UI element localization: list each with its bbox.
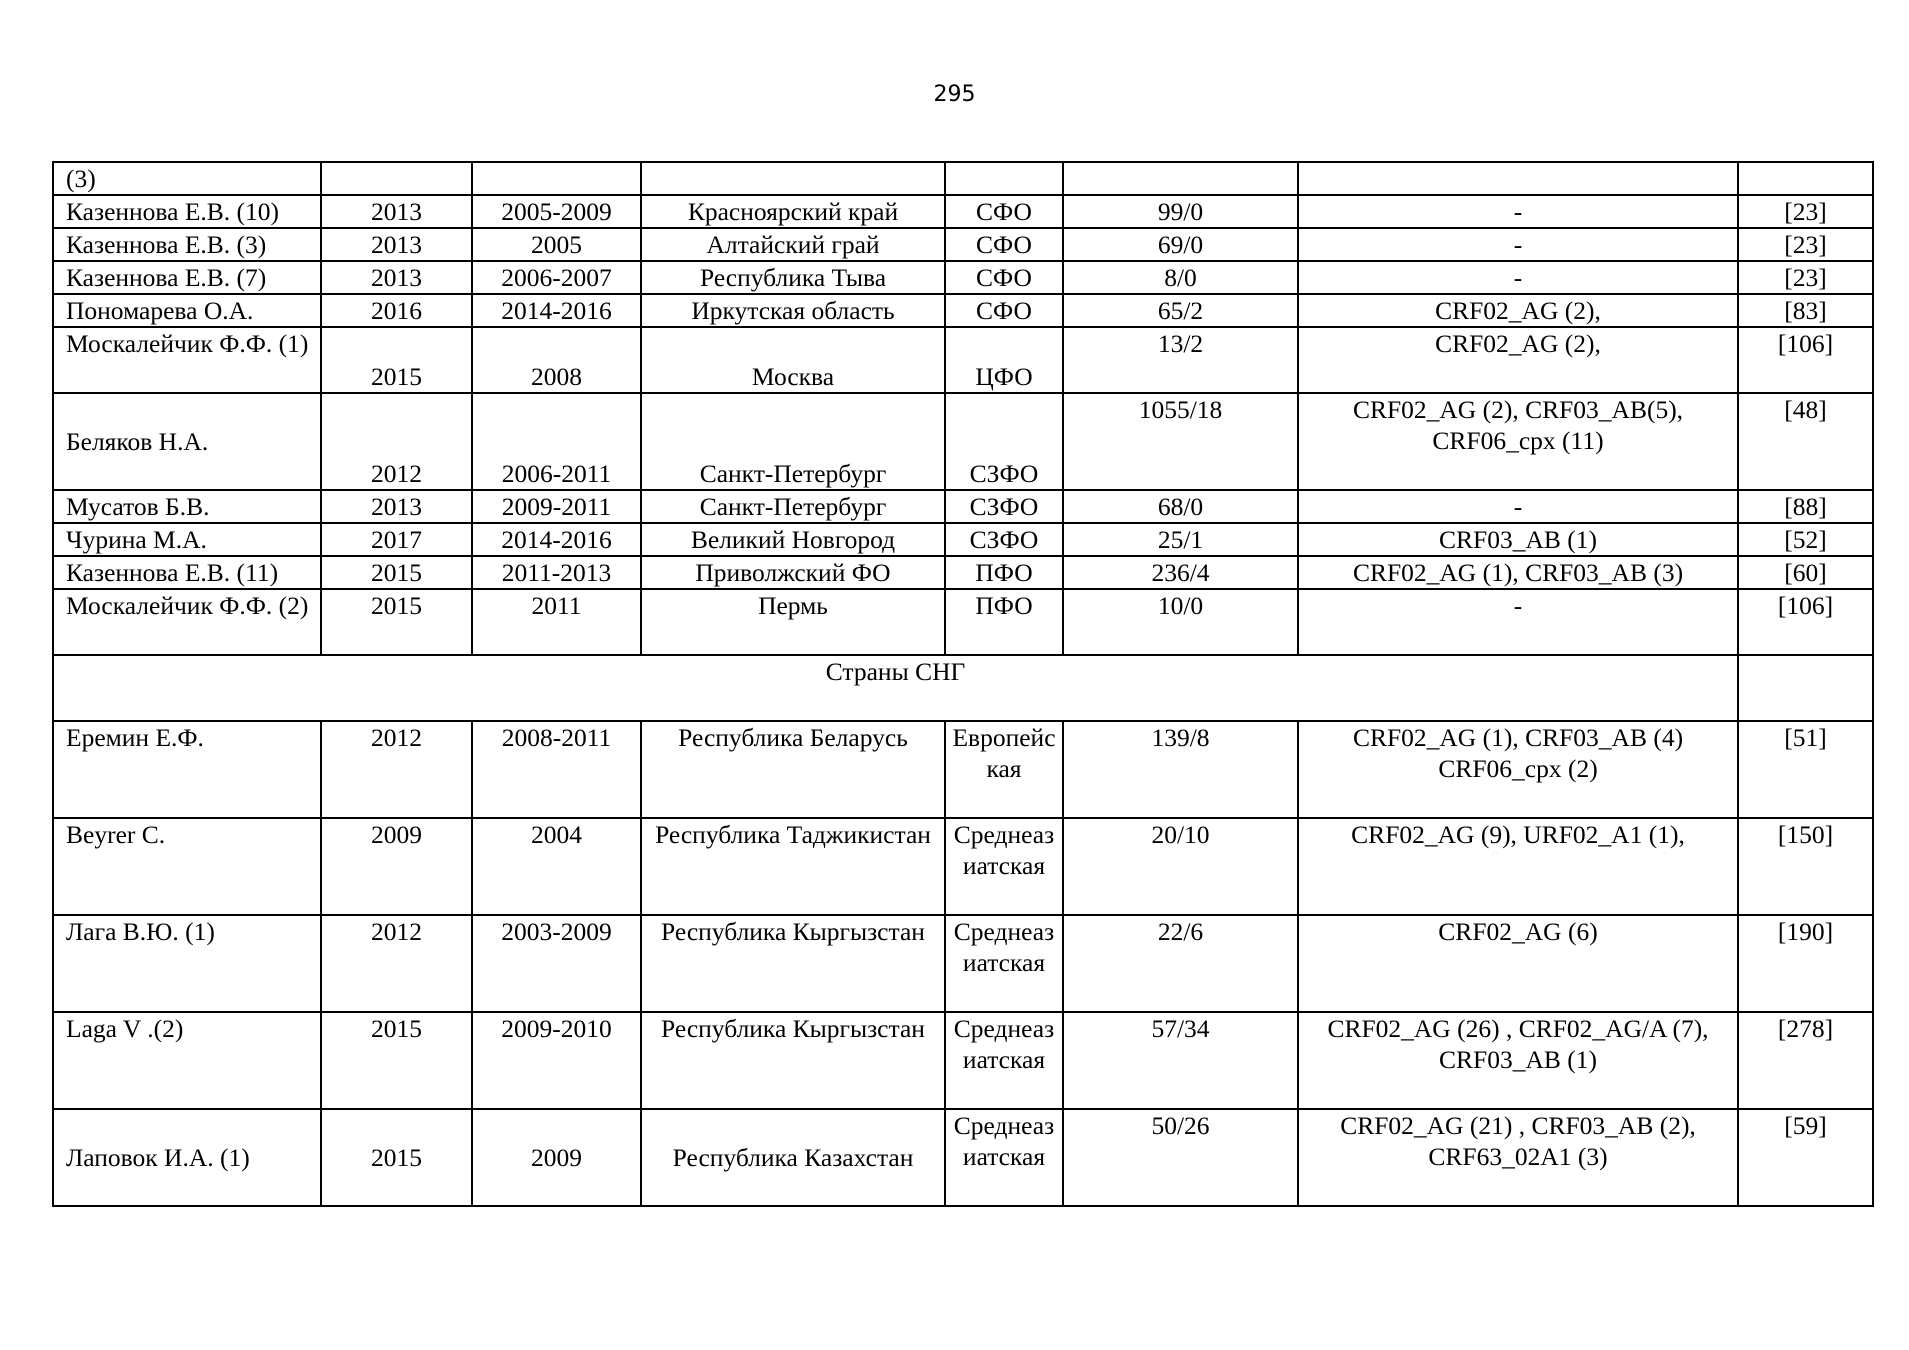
- section-header-row: [53, 655, 1873, 721]
- total-cell: 65/2: [1063, 294, 1298, 327]
- recombinants-cell: CRF02_AG (1), CRF03_AB (4) CRF06_cpx (2): [1298, 721, 1738, 818]
- region-cell: Республика Таджикистан: [641, 818, 945, 915]
- region-cell: Иркутская область: [641, 294, 945, 327]
- author-cell: Еремин Е.Ф.: [53, 721, 321, 818]
- period-cell: 2005: [472, 228, 641, 261]
- recombinants-cell: [1298, 162, 1738, 195]
- district-cell: СЗФО: [945, 490, 1063, 523]
- district-cell: Среднеазиатская: [945, 818, 1063, 915]
- table-row: [53, 589, 1873, 655]
- recombinants-cell: CRF03_AB (1): [1298, 523, 1738, 556]
- pub-year-cell: 2015: [321, 556, 472, 589]
- period-cell: 2006-2007: [472, 261, 641, 294]
- district-cell: СЗФО: [945, 523, 1063, 556]
- table-row: [53, 490, 1873, 523]
- page-number: 295: [933, 82, 976, 107]
- author-cell: Казеннова Е.В. (7): [53, 261, 321, 294]
- period-cell: 2011: [472, 589, 641, 655]
- author-cell: Москалейчик Ф.Ф. (2): [53, 589, 321, 655]
- ref-cell: [60]: [1738, 556, 1873, 589]
- recombinants-cell: CRF02_AG (2),: [1298, 327, 1738, 393]
- recombinants-cell: -: [1298, 261, 1738, 294]
- period-cell: 2014-2016: [472, 294, 641, 327]
- ref-cell: [23]: [1738, 261, 1873, 294]
- district-cell: ПФО: [945, 556, 1063, 589]
- section-title: Страны СНГ: [53, 655, 1738, 721]
- total-cell: 1055/18: [1063, 393, 1298, 490]
- author-cell: Казеннова Е.В. (10): [53, 195, 321, 228]
- table-row: [53, 1109, 1873, 1206]
- region-cell: [641, 162, 945, 195]
- region-cell: Великий Новгород: [641, 523, 945, 556]
- pub-year-cell: 2012: [321, 721, 472, 818]
- recombinants-cell: CRF02_AG (21) , CRF03_AB (2), CRF63_02A1 (3): [1298, 1109, 1738, 1206]
- pub-year-cell: 2015: [321, 327, 472, 393]
- period-cell: 2005-2009: [472, 195, 641, 228]
- pub-year-cell: 2013: [321, 228, 472, 261]
- recombinants-cell: CRF02_AG (26) , CRF02_AG/A (7), CRF03_AB (1): [1298, 1012, 1738, 1109]
- pub-year-cell: 2013: [321, 490, 472, 523]
- period-cell: 2009-2011: [472, 490, 641, 523]
- ref-cell: [1738, 162, 1873, 195]
- ref-cell: [190]: [1738, 915, 1873, 1012]
- ref-cell: [1738, 655, 1873, 721]
- ref-cell: [106]: [1738, 327, 1873, 393]
- period-cell: 2006-2011: [472, 393, 641, 490]
- district-cell: [945, 162, 1063, 195]
- district-cell: Среднеазиатская: [945, 1012, 1063, 1109]
- table-row: [53, 393, 1873, 490]
- district-cell: СФО: [945, 261, 1063, 294]
- region-cell: Алтайский грай: [641, 228, 945, 261]
- author-cell: (3): [53, 162, 321, 195]
- recombinants-cell: -: [1298, 589, 1738, 655]
- total-cell: 22/6: [1063, 915, 1298, 1012]
- period-cell: 2003-2009: [472, 915, 641, 1012]
- total-cell: 13/2: [1063, 327, 1298, 393]
- total-cell: 8/0: [1063, 261, 1298, 294]
- period-cell: [472, 162, 641, 195]
- region-cell: Республика Тыва: [641, 261, 945, 294]
- pub-year-cell: 2013: [321, 261, 472, 294]
- table-row: [53, 721, 1873, 818]
- pub-year-cell: 2013: [321, 195, 472, 228]
- region-cell: Красноярский край: [641, 195, 945, 228]
- period-cell: 2014-2016: [472, 523, 641, 556]
- author-cell: Москалейчик Ф.Ф. (1): [53, 327, 321, 393]
- district-cell: СФО: [945, 195, 1063, 228]
- region-cell: Пермь: [641, 589, 945, 655]
- period-cell: 2009-2010: [472, 1012, 641, 1109]
- ref-cell: [23]: [1738, 195, 1873, 228]
- recombinants-cell: CRF02_AG (2),: [1298, 294, 1738, 327]
- district-cell: Европейская: [945, 721, 1063, 818]
- table-row: [53, 162, 1873, 195]
- ref-cell: [48]: [1738, 393, 1873, 490]
- total-cell: [1063, 162, 1298, 195]
- total-cell: 20/10: [1063, 818, 1298, 915]
- ref-cell: [52]: [1738, 523, 1873, 556]
- recombinants-cell: -: [1298, 490, 1738, 523]
- district-cell: СФО: [945, 294, 1063, 327]
- ref-cell: [83]: [1738, 294, 1873, 327]
- table-row: [53, 195, 1873, 228]
- recombinants-cell: CRF02_AG (1), CRF03_AB (3): [1298, 556, 1738, 589]
- ref-cell: [23]: [1738, 228, 1873, 261]
- region-cell: Санкт-Петербург: [641, 490, 945, 523]
- district-cell: СЗФО: [945, 393, 1063, 490]
- author-cell: Лага В.Ю. (1): [53, 915, 321, 1012]
- ref-cell: [278]: [1738, 1012, 1873, 1109]
- region-cell: Республика Казахстан: [641, 1109, 945, 1206]
- total-cell: 10/0: [1063, 589, 1298, 655]
- table-row: [53, 523, 1873, 556]
- table-row: [53, 294, 1873, 327]
- pub-year-cell: 2009: [321, 818, 472, 915]
- pub-year-cell: 2016: [321, 294, 472, 327]
- district-cell: ПФО: [945, 589, 1063, 655]
- table-row: [53, 818, 1873, 915]
- total-cell: 99/0: [1063, 195, 1298, 228]
- total-cell: 139/8: [1063, 721, 1298, 818]
- recombinants-cell: -: [1298, 228, 1738, 261]
- district-cell: ЦФО: [945, 327, 1063, 393]
- author-cell: Лаповок И.А. (1): [53, 1109, 321, 1206]
- region-cell: Республика Беларусь: [641, 721, 945, 818]
- region-cell: Приволжский ФО: [641, 556, 945, 589]
- author-cell: Мусатов Б.В.: [53, 490, 321, 523]
- table-row: [53, 915, 1873, 1012]
- author-cell: Казеннова Е.В. (11): [53, 556, 321, 589]
- ref-cell: [51]: [1738, 721, 1873, 818]
- author-cell: Чурина М.А.: [53, 523, 321, 556]
- recombinants-cell: CRF02_AG (9), URF02_A1 (1),: [1298, 818, 1738, 915]
- ref-cell: [150]: [1738, 818, 1873, 915]
- region-cell: Республика Кыргызстан: [641, 1012, 945, 1109]
- ref-cell: [106]: [1738, 589, 1873, 655]
- ref-cell: [59]: [1738, 1109, 1873, 1206]
- total-cell: 25/1: [1063, 523, 1298, 556]
- pub-year-cell: 2015: [321, 1109, 472, 1206]
- pub-year-cell: 2017: [321, 523, 472, 556]
- district-cell: Среднеазиатская: [945, 1109, 1063, 1206]
- period-cell: 2011-2013: [472, 556, 641, 589]
- period-cell: 2008: [472, 327, 641, 393]
- pub-year-cell: 2015: [321, 1012, 472, 1109]
- pub-year-cell: 2012: [321, 393, 472, 490]
- total-cell: 236/4: [1063, 556, 1298, 589]
- recombinants-cell: CRF02_AG (6): [1298, 915, 1738, 1012]
- table-row: [53, 556, 1873, 589]
- district-cell: Среднеазиатская: [945, 915, 1063, 1012]
- table-row: [53, 261, 1873, 294]
- region-cell: Республика Кыргызстан: [641, 915, 945, 1012]
- total-cell: 69/0: [1063, 228, 1298, 261]
- table-row: [53, 327, 1873, 393]
- table-row: [53, 228, 1873, 261]
- table-row: [53, 1012, 1873, 1109]
- pub-year-cell: 2015: [321, 589, 472, 655]
- author-cell: Пономарева О.А.: [53, 294, 321, 327]
- author-cell: Beyrer C.: [53, 818, 321, 915]
- author-cell: Laga V .(2): [53, 1012, 321, 1109]
- author-cell: Беляков Н.А.: [53, 393, 321, 490]
- region-cell: Санкт-Петербург: [641, 393, 945, 490]
- region-cell: Москва: [641, 327, 945, 393]
- period-cell: 2004: [472, 818, 641, 915]
- total-cell: 68/0: [1063, 490, 1298, 523]
- total-cell: 57/34: [1063, 1012, 1298, 1109]
- period-cell: 2009: [472, 1109, 641, 1206]
- total-cell: 50/26: [1063, 1109, 1298, 1206]
- recombinants-cell: -: [1298, 195, 1738, 228]
- period-cell: 2008-2011: [472, 721, 641, 818]
- data-table: [52, 161, 1874, 1207]
- pub-year-cell: [321, 162, 472, 195]
- recombinants-cell: CRF02_AG (2), CRF03_AB(5), CRF06_cpx (11): [1298, 393, 1738, 490]
- author-cell: Казеннова Е.В. (3): [53, 228, 321, 261]
- pub-year-cell: 2012: [321, 915, 472, 1012]
- ref-cell: [88]: [1738, 490, 1873, 523]
- district-cell: СФО: [945, 228, 1063, 261]
